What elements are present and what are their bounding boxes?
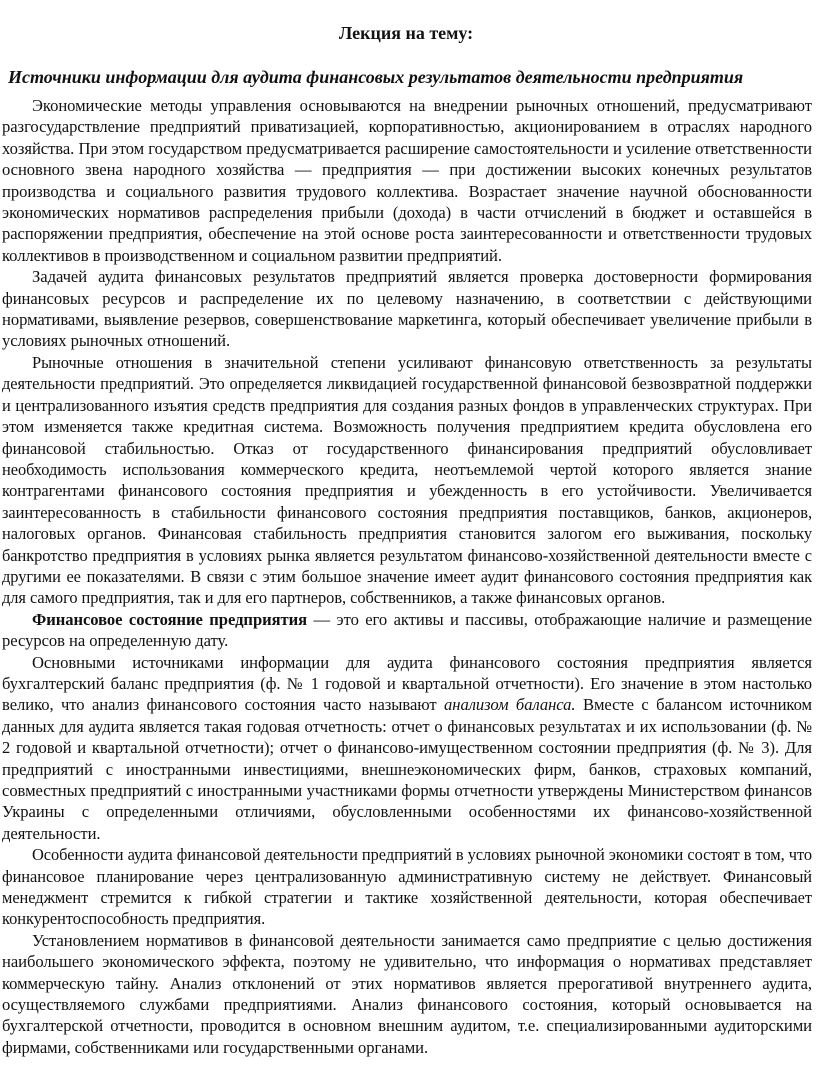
- paragraph-financial-state-definition: [0, 609, 812, 652]
- paragraph-market-relations: Рыночные отношения в значительной степени усиливают финансовую ответственность за результаты деятельности предприятий. Это определяется ликвидацией государственной финансовой безвозвратной поддержки и централизованного изъятия средств предприятия для создания разных фондов в управленческих структурах. При этом изменяется также кредитная система. Возможность получения предприятием кредита обусловлена его финансовой стабильностью. Отказ от государственного финансирования предприятий обусловливает необходимость использования коммерческого кредита, неотъемлемой чертой которого является знание контрагентами финансового состояния предприятия и убежденность в его устойчивости. Увеличивается заинтересованность в стабильности финансового состояния предприятия поставщиков, банков, акционеров, налоговых органов. Финансовая стабильность предприятия становится залогом его выживания, поскольку банкротство предприятия в условиях рынка является результатом финансово-хозяйственной деятельности вместе с другими ее показателями. В связи с этим большое значение имеет аудит финансового состояния предприятия как для самого предприятия, так и для его партнеров, собственников, а также финансовых органов.: [2, 352, 812, 608]
- information-sources-text-a: Основными источниками информации для аудита финансового состояния предприятия является бухгалтерский баланс предприятия (ф. № 1 годовой и квартальной отчетности). Его значение в этом настолько велико, что анализ финансового состояния часто называют: [2, 652, 812, 715]
- document-title: Источники информации для аудита финансовых результатов деятельности предприятия: [8, 67, 744, 87]
- financial-state-term: Финансовое состояние предприятия: [32, 609, 308, 629]
- paragraph-economic-methods: Экономические методы управления основываются на внедрении рыночных отношений, предусматривают разгосударствление предприятий приватизацией, корпоративностью, акционированием в отраслях народного хозяйства. При этом государством предусматривается расширение самостоятельности и усиление ответственности основного звена народного хозяйства — предприятия — при достижении высоких конечных результатов производства и социального развития трудового коллектива. Возрастает значение научной обоснованности экономических нормативов распределения прибыли (дохода) в части отчислений в бюджет и оставшейся в распоряжении предприятия, обеспечение на этой основе роста заинтересованности и ответственности трудовых коллективов в производственном и социальном развитии предприятий.: [2, 96, 812, 265]
- paragraph-audit-features: Особенности аудита финансовой деятельности предприятий в условиях рыночной экономики состоят в том, что финансовое планирование через централизованную административную систему не действует. Финансовый менеджмент стремится к гибкой стратегии и тактике хозяйственной деятельности, которая обеспечивает конкурентоспособность предприятия.: [2, 845, 812, 929]
- lecture-label: Лекция на тему:: [338, 23, 474, 43]
- information-sources-text-b: Вместе с балансом источником данных для аудита является такая годовая отчетность: отчет о финансовых результатах и их использовании (ф. № 2 годовой и квартальной отчетности); отчет о финансово-имущественном состоянии предприятия (ф. № 3). Для предприятий с иностранными инвестициями, внешнеэкономических фирм, банков, страховых компаний, совместных предприятий с иностранными участниками формы отчетности утверждены Министерством финансов Украины с определенными отличиями, обусловленными особенностями их финансово-хозяйственной деятельности.: [2, 695, 812, 843]
- paragraph-audit-task: Задачей аудита финансовых результатов предприятий является проверка достоверности формирования финансовых ресурсов и распределение их по целевому назначению, в соответствии с действующими нормативами, выявление резервов, совершенствование маркетинга, который обеспечивает увеличение прибыли в условиях рыночных отношений.: [2, 267, 812, 351]
- paragraph-information-sources: [0, 652, 812, 845]
- paragraph-normatives: Установлением нормативов в финансовой деятельности занимается само предприятие с целью достижения наибольшего экономического эффекта, поэтому не удивительно, что информация о нормативах представляет коммерческую тайну. Анализ отклонений от этих нормативов является прерогативой внутреннего аудита, осуществляемого службами предприятиями. Анализ финансового состояния, который основывается на бухгалтерской отчетности, проводится в основном внешним аудитом, т.е. специализированными аудиторскими фирмами, собственниками или государственными органами.: [2, 930, 812, 1057]
- financial-state-definition-text: — это его активы и пассивы, отображающие наличие и размещение ресурсов на определенную дату.: [2, 609, 812, 651]
- balance-analysis-term: анализом баланса.: [444, 695, 576, 715]
